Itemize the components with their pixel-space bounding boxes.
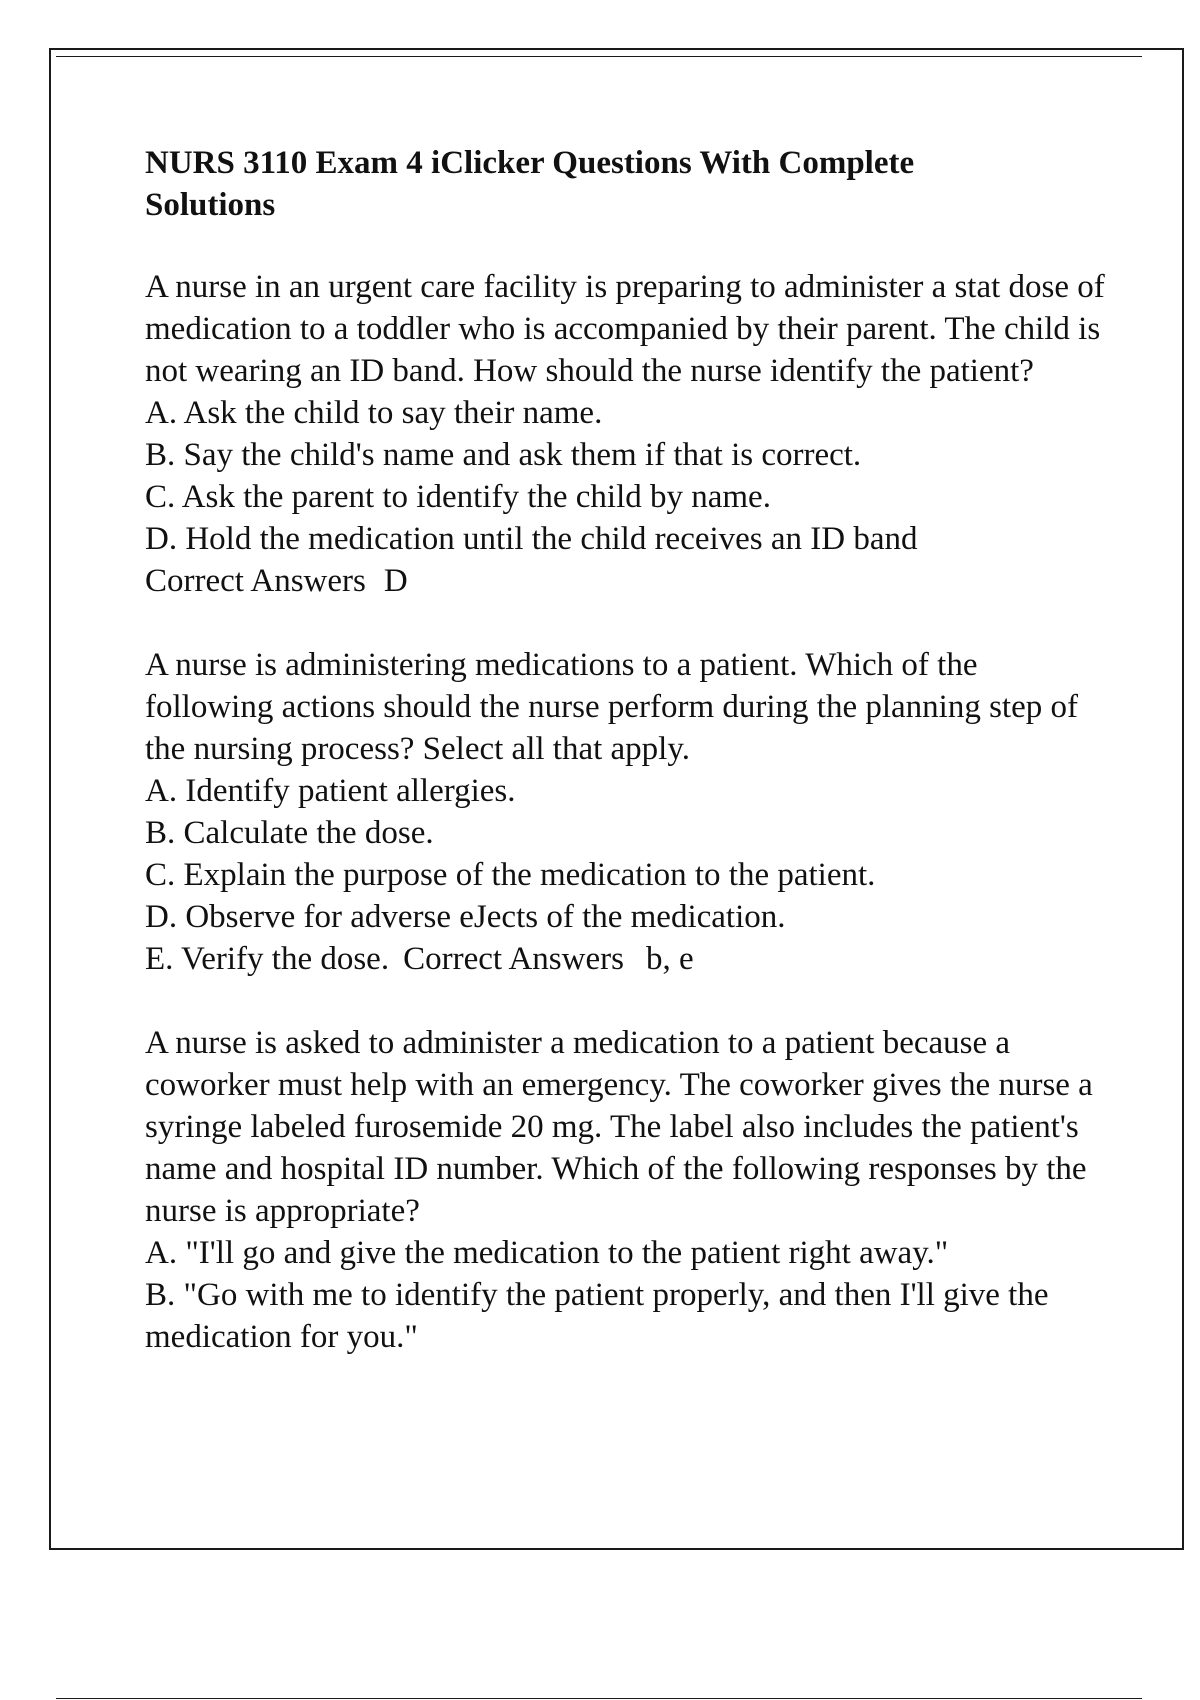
correct-answer (403, 941, 694, 977)
option-c: C. Ask the parent to identify the child by name. (145, 479, 771, 515)
option-e: E. Verify the dose. (145, 941, 390, 977)
question-stem: A nurse is administering medications to a patient. Which of the following actions should the nurse perform during the planning step of the nursing process? Select all that apply. (145, 647, 1078, 767)
option-d: D. Hold the medication until the child receives an ID band (145, 521, 918, 557)
correct-answer-value: b, e (645, 941, 694, 977)
correct-answer-label: Correct Answers (403, 941, 624, 977)
option-b-continued: medication for you." (145, 1319, 418, 1355)
question-stem: A nurse is asked to administer a medication to a patient because a coworker must help with an emergency. The coworker gives the nurse a syringe labeled furosemide 20 mg. The label also includes the patient's name and hospital ID number. Which of the following responses by the nurse is appropriate? (145, 1025, 1093, 1229)
option-a: A. Ask the child to say their name. (145, 395, 603, 431)
question-3 (145, 1022, 1105, 1358)
option-b: B. "Go with me to identify the patient properly, and then I'll give the (145, 1277, 1049, 1313)
option-e-with-answer (145, 938, 1105, 980)
option-d: D. Observe for adverse eJects of the medication. (145, 899, 786, 935)
option-b: B. Say the child's name and ask them if that is correct. (145, 437, 862, 473)
correct-answer (145, 560, 1105, 602)
document-content (145, 142, 1105, 1400)
correct-answer-label: Correct Answers (145, 563, 366, 599)
bottom-rule (56, 1698, 1142, 1699)
correct-answer-value: D (383, 563, 408, 599)
question-1 (145, 266, 1105, 602)
document-title: NURS 3110 Exam 4 iClicker Questions With Complete Solutions (145, 145, 915, 223)
option-c: C. Explain the purpose of the medication to the patient. (145, 857, 876, 893)
question-stem: A nurse in an urgent care facility is preparing to administer a stat dose of medication to a toddler who is accompanied by their parent. The child is not wearing an ID band. How should the nurse identify the patient? (145, 269, 1105, 389)
option-b: B. Calculate the dose. (145, 815, 434, 851)
option-a: A. "I'll go and give the medication to the patient right away." (145, 1235, 949, 1271)
option-a: A. Identify patient allergies. (145, 773, 516, 809)
top-rule (56, 56, 1142, 57)
question-2 (145, 644, 1105, 980)
